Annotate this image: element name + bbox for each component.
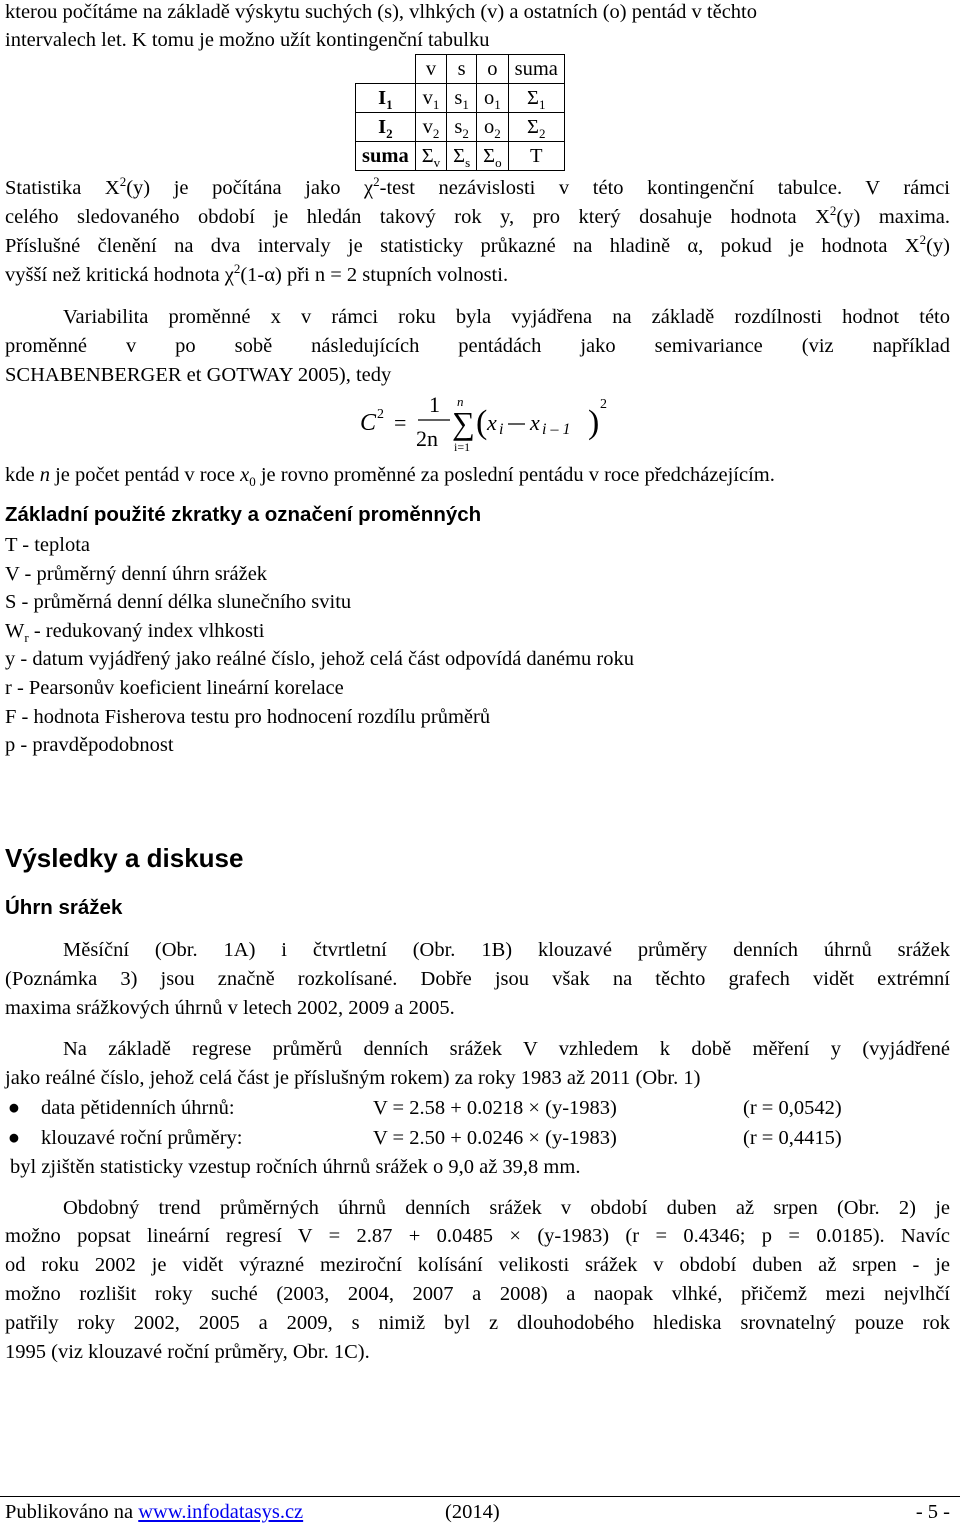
table-cell: suma	[508, 55, 564, 84]
table-cell: $\Sigma_s$	[447, 142, 477, 171]
results-p2-line-2: jako reálné číslo, jehož celá část je příslušným rokem) za roky 1983 až 2011 (Obr. 1)	[5, 1067, 701, 1089]
abbrev-title: Základní použité zkratky a označení proměnných	[5, 503, 482, 526]
results-p2-end: byl zjištěn statisticky vzestup ročních úhrnů srážek o 9,0 až 39,8 mm.	[10, 1156, 581, 1178]
stat-line-1: Statistika $X^2(y)$ je počítána jako $\chi^2$-test nezávislosti v této kontingenční tabulce. V rámci	[5, 174, 951, 199]
formula-power: 2	[600, 397, 607, 412]
table-row	[356, 142, 565, 171]
table-cell: s	[447, 55, 477, 84]
table-cell: $v_1$	[415, 84, 446, 113]
table-cell: T	[508, 142, 564, 171]
variability-line-2: proměnné v po sobě následujících pentádách jako semivariance (viz například	[5, 335, 950, 357]
term-a-sub: i	[499, 421, 504, 438]
footer-published: Publikováno na	[5, 1501, 139, 1523]
results-title: Výsledky a diskuse	[5, 843, 244, 873]
table-cell: $\Sigma_v$	[415, 142, 446, 171]
table-cell: v	[415, 55, 446, 84]
abbrev-item-p: p - pravděpodobnost	[5, 734, 174, 756]
term-b-sub: i – 1	[542, 421, 571, 438]
footer	[5, 1500, 950, 1524]
table-cell: $I_2$	[356, 113, 416, 142]
term-b: x	[530, 410, 540, 435]
footer-year: (2014)	[445, 1501, 500, 1523]
paren-right: )	[588, 404, 600, 441]
stat-line-3: Příslušné členění na dva intervaly je statisticky průkazné na hladině α, pokud je hodnota $X^2(y)$	[5, 232, 950, 257]
table-cell: suma	[356, 142, 416, 171]
formula-den: 2n	[416, 426, 438, 451]
stat-line-4: vyšší než kritická hodnota $\chi^2(1-\alpha)$ při n = 2 stupních volnosti.	[5, 261, 509, 286]
bullet-icon: ●	[7, 1097, 21, 1119]
sum-top: n	[457, 394, 464, 409]
abbrev-item-T: T - teplota	[5, 534, 91, 556]
sum-symbol: ∑	[452, 405, 475, 441]
results-subtitle: Úhrn srážek	[5, 896, 123, 919]
results-p1-line-2: (Poznámka 3) jsou značně rozkolísané. Dobře jsou však na těchto grafech vidět extrémní	[5, 968, 950, 990]
stat-line-2: celého sledovaného období je hledán takový rok y, pro který dosahuje hodnota $X^2(y)$ maxima.	[5, 203, 950, 228]
table-cell: $I_1$	[356, 84, 416, 113]
table-row	[356, 113, 565, 142]
results-p3-line-3: od roku 2002 je vidět výrazné meziroční kolísání velikosti srážek v období duben až srpen - je	[5, 1254, 950, 1276]
results-p3-line-1: Obdobný trend průměrných úhrnů denních srážek v období duben až srpen (Obr. 2) je	[63, 1197, 950, 1219]
abbrev-item-F: F - hodnota Fisherova testu pro hodnocení rozdílu průměrů	[5, 706, 491, 728]
table-cell: $o_2$	[477, 113, 508, 142]
bullet-icon: ●	[7, 1127, 21, 1149]
term-a: x	[487, 410, 497, 435]
table-cell: $o_1$	[477, 84, 508, 113]
abbrev-item-V: V - průměrný denní úhrn srážek	[5, 563, 268, 585]
table-cell	[356, 55, 416, 84]
intro-line-2: intervalech let. K tomu je možno užít kontingenční tabulku	[5, 29, 490, 51]
table-header-row	[356, 55, 565, 84]
formula-lhs-sup: 2	[377, 407, 384, 422]
abbrev-item-S: S - průměrná denní délka slunečního svitu	[5, 591, 352, 613]
abbrev-item-W: $W_r$ - redukovaný index vlhkosti	[5, 620, 265, 646]
results-p2-line-1: Na základě regrese průměrů denních srážek V vzhledem k době měření y (vyjádřené	[63, 1038, 950, 1060]
table-row	[356, 84, 565, 113]
abbrev-item-y: y - datum vyjádřený jako reálné číslo, jehož celá část odpovídá danému roku	[5, 648, 635, 670]
abbrev-item-r: r - Pearsonův koeficient lineární korelace	[5, 677, 344, 699]
results-p3-line-4: možno rozlišit roky suché (2003, 2004, 2007 a 2008) a naopak vlhké, přičemž mezi nejvlhčí	[5, 1283, 950, 1305]
contingency-table	[355, 54, 565, 171]
formula-eq: =	[394, 410, 407, 435]
sum-bottom: i=1	[454, 440, 471, 454]
results-p1-line-3: maxima srážkových úhrnů v letech 2002, 2009 a 2005.	[5, 997, 455, 1019]
table-cell: $s_1$	[447, 84, 477, 113]
formula-num: 1	[429, 392, 440, 417]
table-cell: $s_2$	[447, 113, 477, 142]
formula-lhs: C	[360, 410, 377, 436]
table-cell: $v_2$	[415, 113, 446, 142]
footer-divider	[0, 1496, 960, 1497]
where-line: kde n je počet pentád v roce $x_0$ je rovno proměnné za poslední pentádu v roce předcházejícím.	[5, 464, 775, 490]
results-p3-line-2: možno popsat lineární regresí V = 2.87 + 0.0485 × (y-1983) (r = 0.4346; p = 0.0185). Navíc	[5, 1225, 950, 1247]
results-p3-line-5: patřily roky 2002, 2005 a 2009, s nimiž byl z dlouhodobého hlediska srovnatelný pouze rok	[5, 1312, 950, 1334]
table-cell: $\Sigma_1$	[508, 84, 564, 113]
table-cell: $\Sigma_2$	[508, 113, 564, 142]
results-p1-line-1: Měsíční (Obr. 1A) i čtvrtletní (Obr. 1B) klouzavé průměry denních úhrnů srážek	[63, 939, 950, 961]
footer-link[interactable]: www.infodatasys.cz	[138, 1501, 304, 1523]
intro-line-1: kterou počítáme na základě výskytu suchých (s), vlhkých (v) a ostatních (o) pentád v těchto	[5, 1, 757, 23]
semivariance-formula	[350, 388, 630, 458]
footer-page-number: - 5 -	[915, 1501, 950, 1523]
results-p3-line-6: 1995 (viz klouzavé roční průměry, Obr. 1C).	[5, 1341, 370, 1363]
variability-line-3: SCHABENBERGER et GOTWAY 2005), tedy	[5, 364, 392, 386]
paren-left: (	[476, 404, 488, 441]
table-cell: o	[477, 55, 508, 84]
variability-line-1: Variabilita proměnné x v rámci roku byla vyjádřena na základě rozdílnosti hodnot této	[63, 306, 950, 328]
table-cell: $\Sigma_o$	[477, 142, 508, 171]
